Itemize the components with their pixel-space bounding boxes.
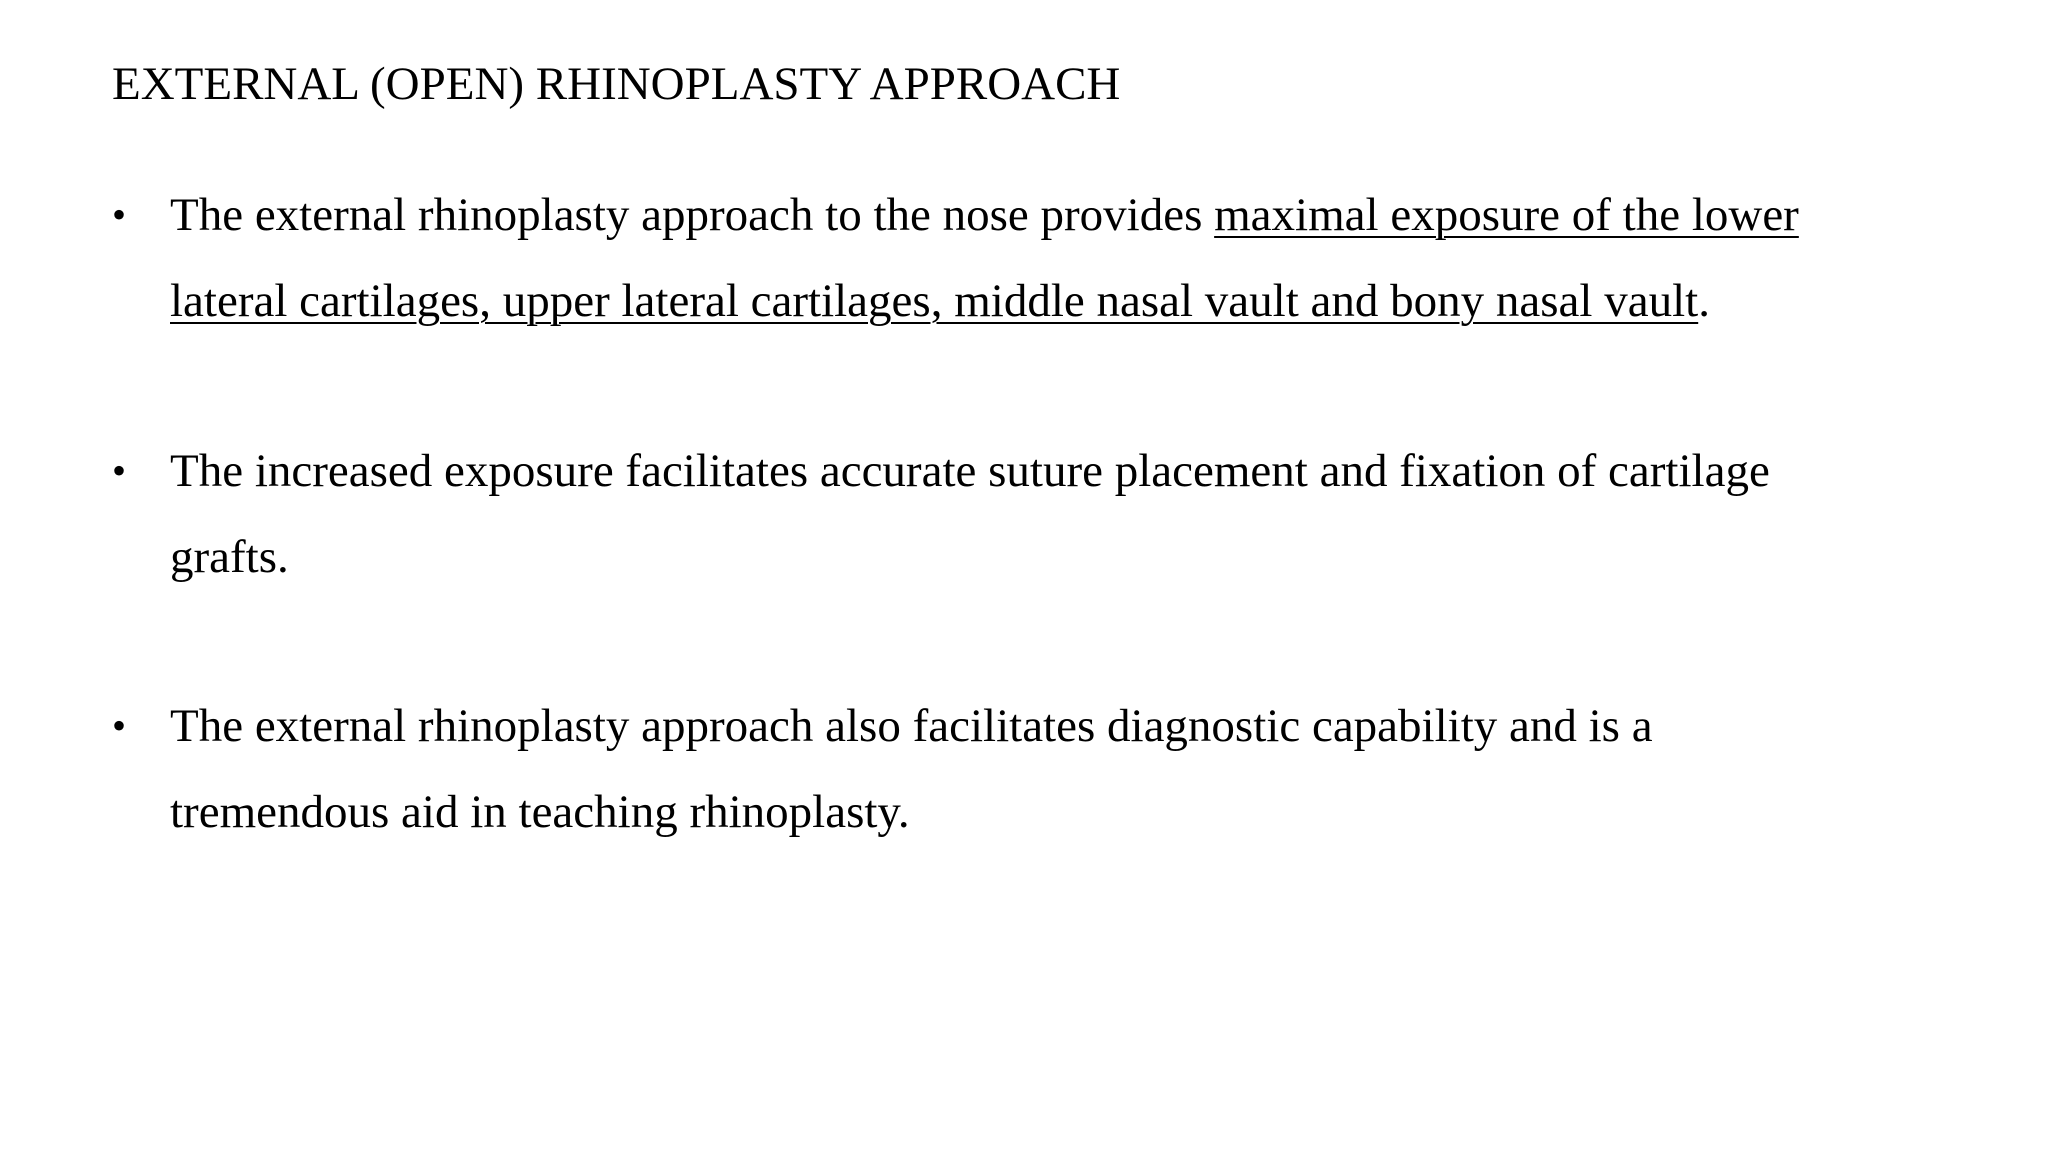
bullet-item-1 [112, 172, 1912, 344]
bullet-2-line-1: The increased exposure facilitates accurate suture placement and fixation of cartilage [170, 445, 1770, 497]
bullet-1-underlined-text-a: maximal exposure of the lower [1214, 189, 1799, 241]
bullet-text-2 [170, 428, 1912, 600]
bullet-item-2 [112, 428, 1912, 600]
bullet-3-line-2: tremendous aid in teaching rhinoplasty. [170, 786, 910, 838]
slide-title: EXTERNAL (OPEN) RHINOPLASTY APPROACH [112, 58, 1121, 110]
bullet-2-line-2: grafts. [170, 531, 289, 583]
bullet-1-underlined-text-b: lateral cartilages, upper lateral cartilages, middle nasal vault and bony nasal vault [170, 275, 1699, 327]
bullet-text-3 [170, 683, 1912, 855]
bullet-icon: • [112, 448, 127, 493]
bullet-1-period: . [1698, 275, 1710, 327]
bullet-icon: • [112, 703, 127, 748]
bullet-1-line-2 [170, 258, 1912, 344]
bullet-1-plain-text: The external rhinoplasty approach to the nose provides [170, 189, 1215, 241]
bullet-1-line-1 [170, 172, 1912, 258]
bullet-icon: • [112, 192, 127, 237]
bullet-item-3 [112, 683, 1912, 855]
bullet-3-line-1: The external rhinoplasty approach also facilitates diagnostic capability and is a [170, 700, 1653, 752]
bullet-text-1 [170, 172, 1912, 344]
